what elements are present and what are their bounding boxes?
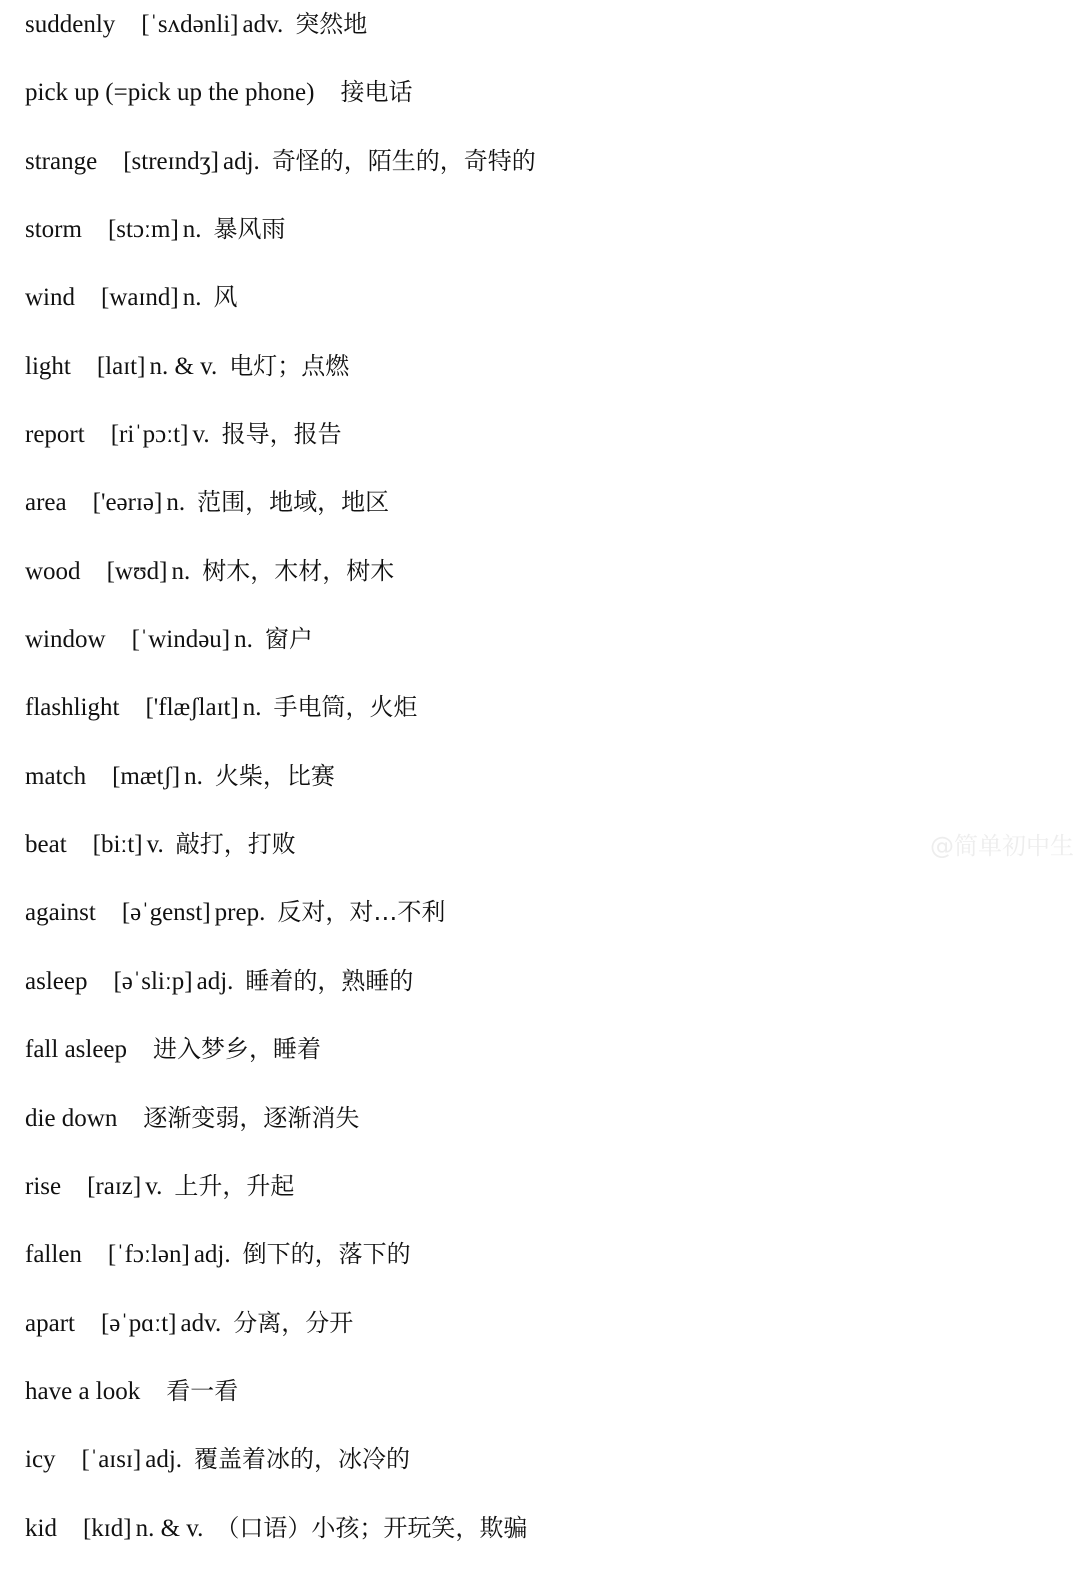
list-item: [25, 752, 536, 820]
entry-word: fallen: [25, 1241, 82, 1269]
entry-word: window: [25, 626, 106, 654]
entry-word: asleep: [25, 967, 88, 995]
list-item: [25, 1230, 536, 1298]
entry-part-of-speech: n.: [182, 216, 202, 244]
entry-definition: 窗户: [264, 625, 313, 654]
entry-part-of-speech: adj.: [223, 147, 260, 175]
watermark: @简单初中生: [930, 832, 1074, 860]
entry-definition: 逐渐变弱，逐渐消失: [143, 1103, 360, 1132]
entry-phonetic: [biːt]: [92, 831, 143, 859]
entry-part-of-speech: v.: [146, 831, 164, 859]
entry-part-of-speech: n.: [242, 694, 262, 722]
entry-part-of-speech: n.: [171, 557, 191, 585]
list-item: [25, 1504, 536, 1572]
entry-part-of-speech: adv.: [242, 11, 284, 38]
entry-definition: 手电筒，火炬: [273, 693, 418, 722]
entry-phonetic: [streɪndʒ]: [123, 147, 219, 175]
list-item: [25, 683, 536, 751]
entry-word: light: [25, 352, 71, 380]
entry-part-of-speech: adv.: [180, 1309, 222, 1337]
list-item: [25, 137, 536, 205]
entry-part-of-speech: n. & v.: [149, 352, 218, 380]
entry-phonetic: [kɪd]: [82, 1514, 132, 1542]
list-item: [25, 615, 536, 683]
entry-word: wood: [25, 557, 81, 585]
entry-definition: 看一看: [166, 1376, 239, 1405]
entry-phonetic: [laɪt]: [96, 352, 146, 380]
entry-part-of-speech: n.: [182, 284, 202, 312]
entry-part-of-speech: v.: [145, 1172, 163, 1200]
entry-definition: 倒下的，落下的: [242, 1240, 411, 1269]
entry-phonetic: [riˈpɔːt]: [110, 421, 189, 449]
entry-definition: （口语）小孩；开玩笑，欺骗: [215, 1513, 528, 1542]
vocabulary-list: [25, 0, 536, 1572]
list-item: [25, 0, 536, 68]
entry-word: rise: [25, 1172, 62, 1200]
entry-word: flashlight: [25, 694, 120, 722]
list-item: [25, 205, 536, 273]
entry-word: beat: [25, 831, 67, 859]
entry-phonetic: [raɪz]: [87, 1172, 142, 1200]
entry-word: fall asleep: [25, 1036, 128, 1064]
entry-definition: 树木，木材，树木: [202, 556, 395, 585]
entry-part-of-speech: n. & v.: [135, 1514, 204, 1542]
list-item: [25, 888, 536, 956]
entry-definition: 分离，分开: [233, 1308, 354, 1337]
entry-phonetic: [wʊd]: [106, 557, 168, 585]
entry-phonetic: [stɔːm]: [107, 216, 179, 244]
entry-phonetic: [mætʃ]: [112, 762, 181, 790]
entry-definition: 风: [213, 283, 238, 312]
list-item: [25, 1162, 536, 1230]
entry-word: wind: [25, 284, 75, 312]
list-item: [25, 68, 536, 136]
list-item: [25, 1367, 536, 1435]
list-item: [25, 1299, 536, 1367]
entry-phonetic: ['eərɪə]: [92, 489, 163, 517]
entry-phonetic: [ˈsʌdənli]: [141, 11, 239, 38]
entry-word: pick up: [25, 79, 100, 107]
entry-definition: 范围，地域，地区: [197, 488, 390, 517]
entry-phonetic: [ˈaɪsɪ]: [81, 1446, 142, 1474]
entry-word: apart: [25, 1309, 75, 1337]
entry-phonetic: [ˈwindəu]: [131, 626, 231, 654]
entry-phonetic: [əˈsliːp]: [113, 967, 193, 995]
entry-word: suddenly: [25, 11, 116, 38]
entry-phonetic: [əˈgenst]: [121, 899, 211, 927]
entry-phonetic: ['flæʃlaɪt]: [145, 694, 239, 722]
entry-word: against: [25, 899, 96, 927]
entry-part-of-speech: v.: [192, 421, 210, 449]
entry-word: storm: [25, 216, 82, 244]
entry-word: strange: [25, 147, 98, 175]
entry-definition: 电灯；点燃: [229, 351, 350, 380]
entry-definition: 上升，升起: [174, 1171, 295, 1200]
entry-word: icy: [25, 1446, 56, 1474]
entry-definition: 进入梦乡，睡着: [153, 1035, 322, 1064]
list-item: [25, 410, 536, 478]
entry-part-of-speech: adj.: [145, 1446, 183, 1474]
list-item: [25, 1435, 536, 1503]
entry-definition: 突然地: [295, 10, 368, 38]
entry-definition: 报导，报告: [221, 420, 342, 449]
entry-word: die down: [25, 1104, 118, 1132]
list-item: [25, 1094, 536, 1162]
entry-phonetic: [waɪnd]: [101, 284, 179, 312]
entry-definition: 火柴，比赛: [214, 761, 335, 790]
entry-definition: 睡着的，熟睡的: [245, 966, 414, 995]
entry-definition: 反对，对…不利: [277, 898, 446, 927]
entry-word: report: [25, 421, 85, 449]
entry-definition: 敲打，打败: [175, 830, 296, 859]
entry-definition: 接电话: [340, 78, 413, 107]
list-item: [25, 957, 536, 1025]
list-item: [25, 1025, 536, 1093]
entry-part-of-speech: n.: [166, 489, 186, 517]
entry-definition: 奇怪的，陌生的，奇特的: [271, 146, 536, 175]
entry-word: kid: [25, 1514, 57, 1542]
entry-word: area: [25, 489, 67, 517]
list-item: [25, 273, 536, 341]
entry-part-of-speech: adj.: [193, 1241, 231, 1269]
list-item: [25, 478, 536, 546]
entry-definition: 覆盖着冰的，冰冷的: [194, 1445, 411, 1474]
entry-phonetic: [əˈpɑːt]: [100, 1309, 177, 1337]
list-item: [25, 547, 536, 615]
entry-phonetic: (=pick up the phone): [105, 79, 315, 107]
entry-part-of-speech: n.: [234, 626, 253, 654]
entry-word: match: [25, 762, 87, 790]
entry-phonetic: [ˈfɔːlən]: [107, 1241, 190, 1269]
entry-part-of-speech: adj.: [196, 967, 234, 995]
entry-part-of-speech: n.: [184, 762, 203, 790]
entry-word: have a look: [25, 1377, 141, 1405]
list-item: [25, 820, 536, 888]
entry-part-of-speech: prep.: [214, 899, 266, 927]
entry-definition: 暴风雨: [213, 215, 286, 244]
list-item: [25, 342, 536, 410]
